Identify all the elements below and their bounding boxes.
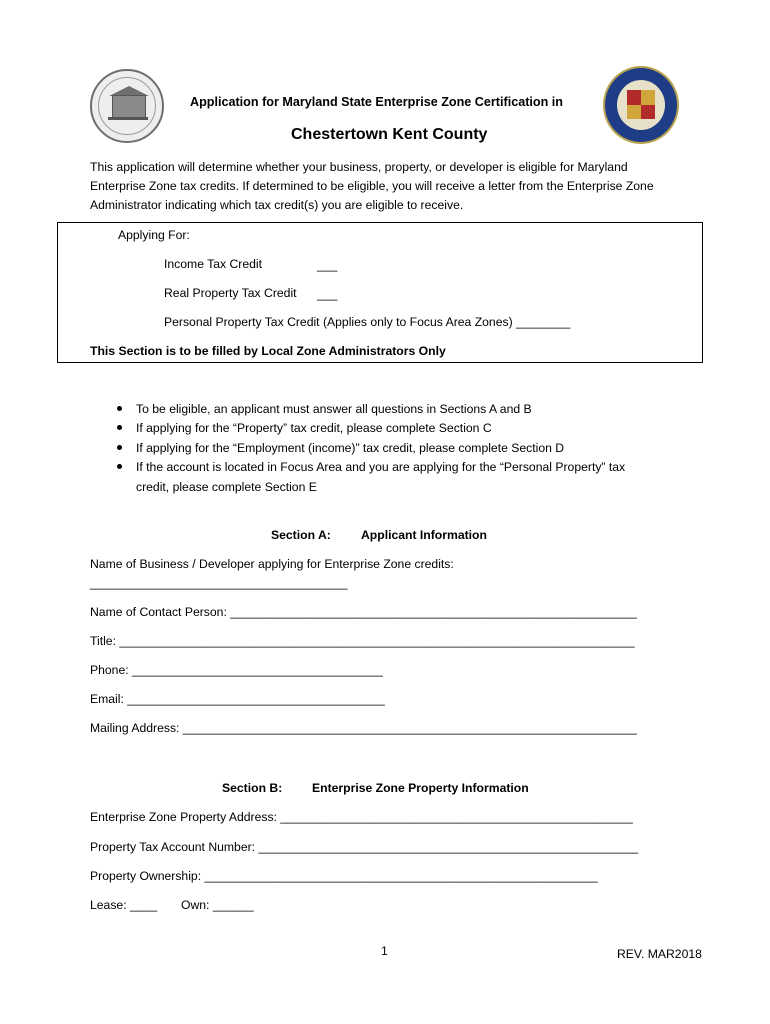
business-name-field[interactable]: ______________________________________ <box>90 576 348 590</box>
email-field[interactable]: Email: ______________________________________ <box>90 692 385 706</box>
kent-county-seal-icon <box>603 66 679 144</box>
bullet-text-4-cont: credit, please complete Section E <box>136 480 317 494</box>
real-property-tax-credit-label: Real Property Tax Credit <box>164 286 297 300</box>
bullet-text-1: To be eligible, an applicant must answer all questions in Sections A and B <box>136 402 532 416</box>
bullet-icon <box>117 406 122 411</box>
page-number: 1 <box>381 944 388 958</box>
property-ownership-field[interactable]: Property Ownership: __________________________________________________________ <box>90 869 598 883</box>
property-address-field[interactable]: Enterprise Zone Property Address: ____________________________________________________ <box>90 810 633 824</box>
title-field[interactable]: Title: ____________________________________________________________________________ <box>90 634 635 648</box>
form-subtitle-location: Chestertown Kent County <box>291 126 488 143</box>
section-b-label: Section B: <box>222 781 283 795</box>
revision-label: REV. MAR2018 <box>617 947 702 961</box>
bullet-icon <box>117 425 122 430</box>
bullet-icon <box>117 445 122 450</box>
income-tax-credit-label: Income Tax Credit <box>164 257 262 271</box>
chestertown-seal-icon <box>90 69 164 143</box>
administrator-only-note: This Section is to be filled by Local Zone Administrators Only <box>90 344 446 358</box>
personal-property-tax-credit-field[interactable]: Personal Property Tax Credit (Applies only to Focus Area Zones) ________ <box>164 315 571 329</box>
intro-line-1: This application will determine whether your business, property, or developer is eligible for Maryland <box>90 160 628 174</box>
bullet-icon <box>117 464 122 469</box>
intro-line-2: Enterprise Zone tax credits. If determined to be eligible, you will receive a letter from the Enterprise Zone <box>90 179 654 193</box>
section-a-label: Section A: <box>271 528 331 542</box>
applying-for-box <box>57 222 703 363</box>
lease-field[interactable]: Lease: ____ <box>90 898 158 912</box>
intro-line-3: Administrator indicating which tax credit(s) you are eligible to receive. <box>90 198 464 212</box>
own-field[interactable]: Own: ______ <box>181 898 254 912</box>
section-b-title: Enterprise Zone Property Information <box>312 781 529 795</box>
business-name-label: Name of Business / Developer applying for Enterprise Zone credits: <box>90 557 454 571</box>
applying-for-label: Applying For: <box>118 228 190 242</box>
contact-person-field[interactable]: Name of Contact Person: ____________________________________________________________ <box>90 605 637 619</box>
tax-account-number-field[interactable]: Property Tax Account Number: ________________________________________________________ <box>90 840 639 854</box>
bullet-text-3: If applying for the “Employment (income)” tax credit, please complete Section D <box>136 441 565 455</box>
bullet-text-2: If applying for the “Property” tax credit, please complete Section C <box>136 421 492 435</box>
phone-field[interactable]: Phone: _____________________________________ <box>90 663 383 677</box>
section-a-title: Applicant Information <box>361 528 487 542</box>
real-property-tax-credit-blank[interactable]: ___ <box>317 287 338 301</box>
bullet-text-4: If the account is located in Focus Area and you are applying for the “Personal Property” tax <box>136 460 626 474</box>
income-tax-credit-blank[interactable]: ___ <box>317 258 338 272</box>
mailing-address-field[interactable]: Mailing Address: ___________________________________________________________________ <box>90 721 637 735</box>
form-title: Application for Maryland State Enterprise Zone Certification in <box>190 95 563 109</box>
